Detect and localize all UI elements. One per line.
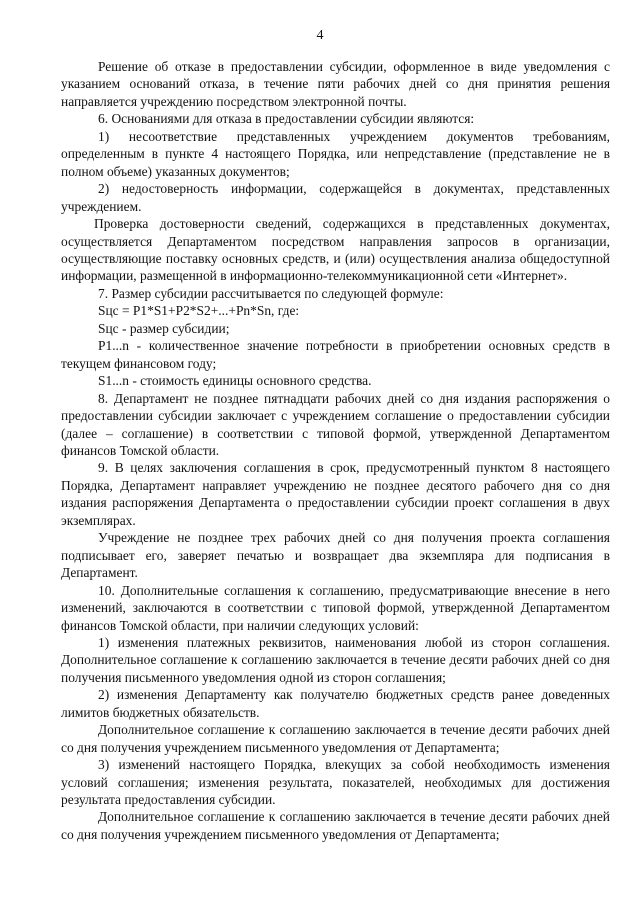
paragraph-10-item-3: 3) изменений настоящего Порядка, влекущих за собой необходимость изменения условий соглашения; изменения результата, показателей, необходимых для достижения результата предоставления субсидии. [61,757,610,808]
paragraph-10: 10. Дополнительные соглашения к соглашению, предусматривающие внесение в него изменений, заключаются в соответствии с типовой формой, утвержденной Департаментом финансов Томской области, при наличии следующих условий: [61,582,610,633]
paragraph-6-item-1: 1) несоответствие представленных учреждением документов требованиям, определенным в пункте 4 настоящего Порядка, или непредставление (представление не в полном объеме) указанных документов; [61,128,610,179]
paragraph-7-heading: 7. Размер субсидии рассчитывается по следующей формуле: [98,285,444,301]
paragraph-refusal-notice: Решение об отказе в предоставлении субсидии, оформленное в виде уведомления с указанием оснований отказа, в течение пяти рабочих дней со дня принятия решения направляется учреждению посредством электронной почты. [61,59,610,109]
document-body [61,58,610,843]
formula-term-s: Sцс - размер субсидии; [98,320,230,336]
paragraph-6-item-2: 2) недостоверность информации, содержащейся в документах, представленных учреждением. [61,181,610,214]
paragraph-9-signing: Учреждение не позднее трех рабочих дней со дня получения проекта соглашения подписывает его, заверяет печатью и возвращает два экземпляра для подписания в Департамент. [61,530,610,581]
paragraph-9: 9. В целях заключения соглашения в срок, предусмотренный пунктом 8 настоящего Порядка, Департамент направляет учреждению не позднее десятого рабочего дня со дня издания распоряжения Департамента о предоставлении субсидии проект соглашения в двух экземплярах. [61,460,610,528]
paragraph-verification: Проверка достоверности сведений, содержащихся в представленных документах, осуществляется Департаментом посредством направления запросов в организации, осуществляющие поставку основных средств, и (или) осуществления анализа общедоступной информации, размещенной в информационно-телекоммуникационной сети «Интернет». [61,216,610,284]
formula-term-s1: S1...n - стоимость единицы основного средства. [98,373,372,389]
formula-line: Sцс = P1*S1+P2*S2+...+Pn*Sn, где: [98,303,300,319]
paragraph-6-heading: 6. Основаниями для отказа в предоставлении субсидии являются: [98,111,475,127]
paragraph-10-item-2-term: Дополнительное соглашение к соглашению заключается в течение десяти рабочих дней со дня получения учреждением письменного уведомления от Департамента; [61,722,610,755]
page-number: 4 [316,28,324,43]
paragraph-10-item-1: 1) изменения платежных реквизитов, наименования любой из сторон соглашения. Дополнительное соглашение к соглашению заключается в течение десяти рабочих дней со дня получения письменного уведомления одной из сторон соглашения; [61,634,610,685]
formula-term-p: P1...n - количественное значение потребности в приобретении основных средств в текущем финансовом году; [61,338,610,371]
paragraph-10-item-3-term: Дополнительное соглашение к соглашению заключается в течение десяти рабочих дней со дня получения учреждением письменного уведомления от Департамента; [61,809,610,842]
paragraph-10-item-2: 2) изменения Департаменту как получателю бюджетных средств ранее доведенных лимитов бюджетных обязательств. [61,687,610,720]
paragraph-8: 8. Департамент не позднее пятнадцати рабочих дней со дня издания распоряжения о предоставлении субсидии заключает с учреждением соглашение о предоставлении субсидии (далее – соглашение) в соответствии с типовой формой, утвержденной Департаментом финансов Томской области. [61,390,610,458]
